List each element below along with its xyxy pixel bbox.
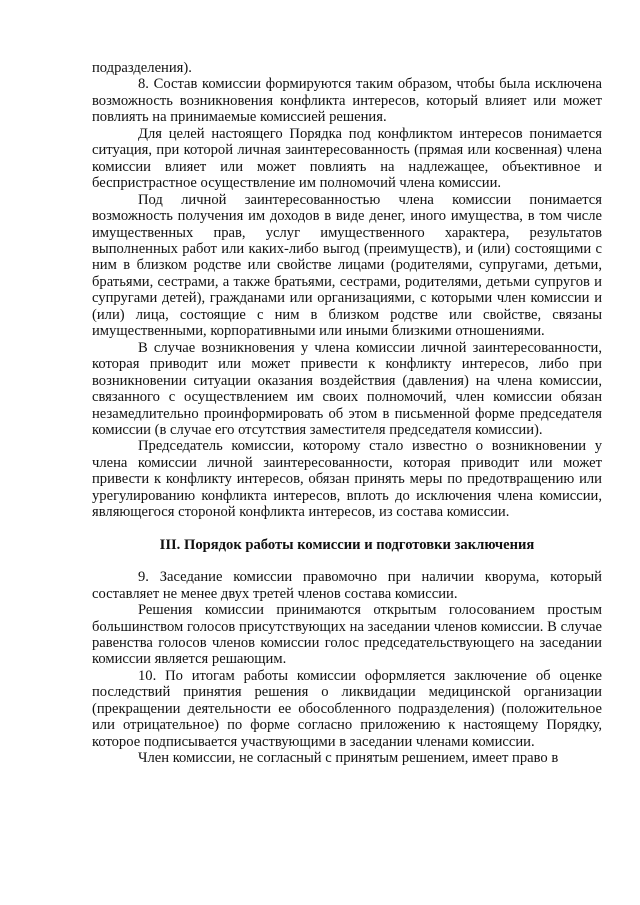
paragraph-chairman-measures: Председатель комиссии, которому стало известно о возникновении у члена комиссии личной заинтересованности, которая приводит или может привести к конфликту интересов, обязан принять меры по предотвращению или урегулированию конфликта интересов, вплоть до исключения члена комиссии, являющегося стороной конфликта интересов, из состава комиссии. bbox=[92, 438, 602, 521]
document-page bbox=[92, 60, 602, 767]
paragraph-item-10: 10. По итогам работы комиссии оформляется заключение об оценке последствий принятия решения о ликвидации медицинской организации (прекращении деятельности ее обособленного подразделения) (положительное или отрицательное) по форме согласно приложению к настоящему Порядку, которое подписывается участвующими в заседании членами комиссии. bbox=[92, 667, 602, 750]
paragraph-item-9: 9. Заседание комиссии правомочно при наличии кворума, который составляет не менее двух третей членов состава комиссии. bbox=[92, 569, 602, 602]
paragraph-conflict-definition: Для целей настоящего Порядка под конфликтом интересов понимается ситуация, при которой личная заинтересованность (прямая или косвенная) члена комиссии влияет или может повлиять на надлежащее, объективное и беспристрастное осуществление им полномочий члена комиссии. bbox=[92, 125, 602, 192]
section-heading: III. Порядок работы комиссии и подготовки заключения bbox=[159, 536, 535, 553]
paragraph-continuation: подразделения). bbox=[92, 60, 192, 76]
paragraph-member-obligation: В случае возникновения у члена комиссии личной заинтересованности, которая приводит или может привести к конфликту интересов, либо при возникновении ситуации оказания воздействия (давления) на члена комиссии, связанного с осуществлением им своих полномочий, член комиссии обязан незамедлительно проинформировать об этом в письменной форме председателя комиссии (в случае его отсутствия заместителя председателя комиссии). bbox=[92, 339, 602, 438]
paragraph-dissent: Член комиссии, не согласный с принятым решением, имеет право в bbox=[138, 750, 559, 767]
paragraph-personal-interest: Под личной заинтересованностью члена комиссии понимается возможность получения им доходов в виде денег, иного имущества, в том числе имущественных прав, услуг имущественного характера, результатов выполненных работ или каких-либо выгод (преимуществ), и (или) состоящими с ним в близком родстве или свойстве лицами (родителями, супругами, детьми, братьями, сестрами, а также братьями, сестрами, родителями, детьми супругов и супругами детей), гражданами или организациями, с которыми член комиссии и (или) лица, состоящие с ним в близком родстве или свойстве, связаны имущественными, корпоративными или иными близкими отношениями. bbox=[92, 191, 602, 340]
paragraph-item-8: 8. Состав комиссии формируются таким образом, чтобы была исключена возможность возникновения конфликта интересов, который влияет или может повлиять на принимаемые комиссией решения. bbox=[92, 76, 602, 126]
paragraph-voting: Решения комиссии принимаются открытым голосованием простым большинством голосов присутствующих на заседании членов комиссии. В случае равенства голосов членов комиссии голос председательствующего на заседании комиссии является решающим. bbox=[92, 602, 602, 668]
